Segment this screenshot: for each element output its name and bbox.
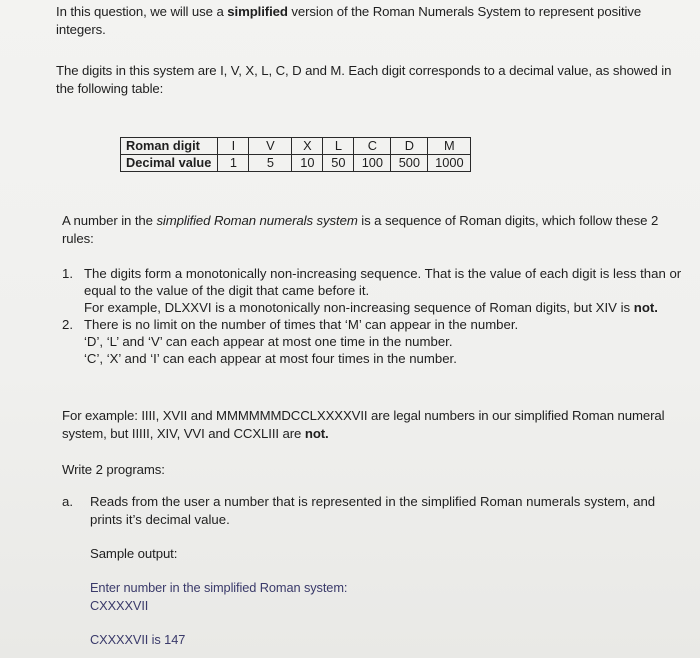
- digits-paragraph: The digits in this system are I, V, X, L, C, D and M. Each digit corresponds to a decimal value, as showed in the following table:: [56, 63, 672, 96]
- table-cell: D: [391, 138, 428, 155]
- sample-input: CXXXXVII: [90, 598, 149, 613]
- sample-prompt: Enter number in the simplified Roman system:: [90, 580, 348, 595]
- example-paragraph: [62, 407, 682, 442]
- example-bold: not.: [304, 425, 329, 441]
- rules-intro-suffix: is a sequence of Roman digits, which follow these 2 rules:: [62, 213, 659, 246]
- table-header-decimal: Decimal value: [121, 155, 218, 172]
- table-row-decimal: [121, 155, 471, 172]
- program-a: [62, 493, 672, 528]
- sample-output-label: Sample output:: [90, 546, 178, 561]
- intro-bold: simplified: [227, 4, 288, 19]
- rules-intro-prefix: A number in the: [62, 213, 157, 228]
- rule-1-bold: not.: [633, 300, 658, 315]
- program-a-text: Reads from the user a number that is represented in the simplified Roman numerals system, and prints it’s decimal value.: [90, 494, 656, 527]
- table-cell: V: [249, 138, 292, 155]
- rule-item-2: [62, 316, 682, 367]
- table-cell: 1000: [428, 155, 471, 172]
- table-row-roman: [121, 138, 471, 155]
- write-instruction: Write 2 programs:: [62, 462, 165, 477]
- intro-paragraph: [56, 3, 676, 38]
- example-text: For example: IIII, XVII and MMMMMMDCCLXXXXVII are legal numbers in our simplified Roman numeral system, but IIIII, XIV, VVI and CCXLIII are: [62, 408, 665, 441]
- rule-1-example: For example, DLXXVI is a monotonically non-increasing sequence of Roman digits, but XIV is: [84, 300, 634, 315]
- table-cell: 5: [249, 155, 292, 172]
- rules-intro-paragraph: [62, 212, 682, 247]
- rule-2-line-1: There is no limit on the number of times that ‘M’ can appear in the number.: [84, 317, 519, 332]
- table-header-roman: Roman digit: [121, 138, 218, 155]
- table-cell: I: [218, 138, 249, 155]
- rule-item-1: [62, 265, 682, 316]
- table-cell: L: [323, 138, 354, 155]
- roman-digit-table: [120, 137, 471, 172]
- table-cell: 1: [218, 155, 249, 172]
- rule-number: 1.: [62, 266, 73, 281]
- table-cell: X: [292, 138, 323, 155]
- table-cell: 50: [323, 155, 354, 172]
- rule-1-line-1: The digits form a monotonically non-increasing sequence. That is the value of each digit is less than or equal to the value of the digit that came before it.: [84, 266, 682, 298]
- rule-2-line-3: ‘C’, ‘X’ and ‘I’ can each appear at most four times in the number.: [84, 351, 457, 366]
- rules-intro-italic: simplified Roman numerals system: [156, 213, 358, 228]
- intro-prefix: In this question, we will use a: [56, 4, 228, 19]
- sample-result: CXXXXVII is 147: [90, 632, 186, 647]
- rule-number: 2.: [62, 317, 73, 332]
- rule-1-line-2: [84, 299, 682, 316]
- program-letter: a.: [62, 494, 73, 509]
- table-cell: 500: [391, 155, 428, 172]
- intro-suffix: version of the Roman Numerals System to represent positive integers.: [56, 4, 642, 37]
- rule-2-line-2: ‘D’, ‘L’ and ‘V’ can each appear at most one time in the number.: [84, 334, 453, 349]
- table-cell: M: [428, 138, 471, 155]
- rules-list: [62, 265, 682, 367]
- table-cell: 10: [292, 155, 323, 172]
- table-cell: C: [354, 138, 391, 155]
- table-cell: 100: [354, 155, 391, 172]
